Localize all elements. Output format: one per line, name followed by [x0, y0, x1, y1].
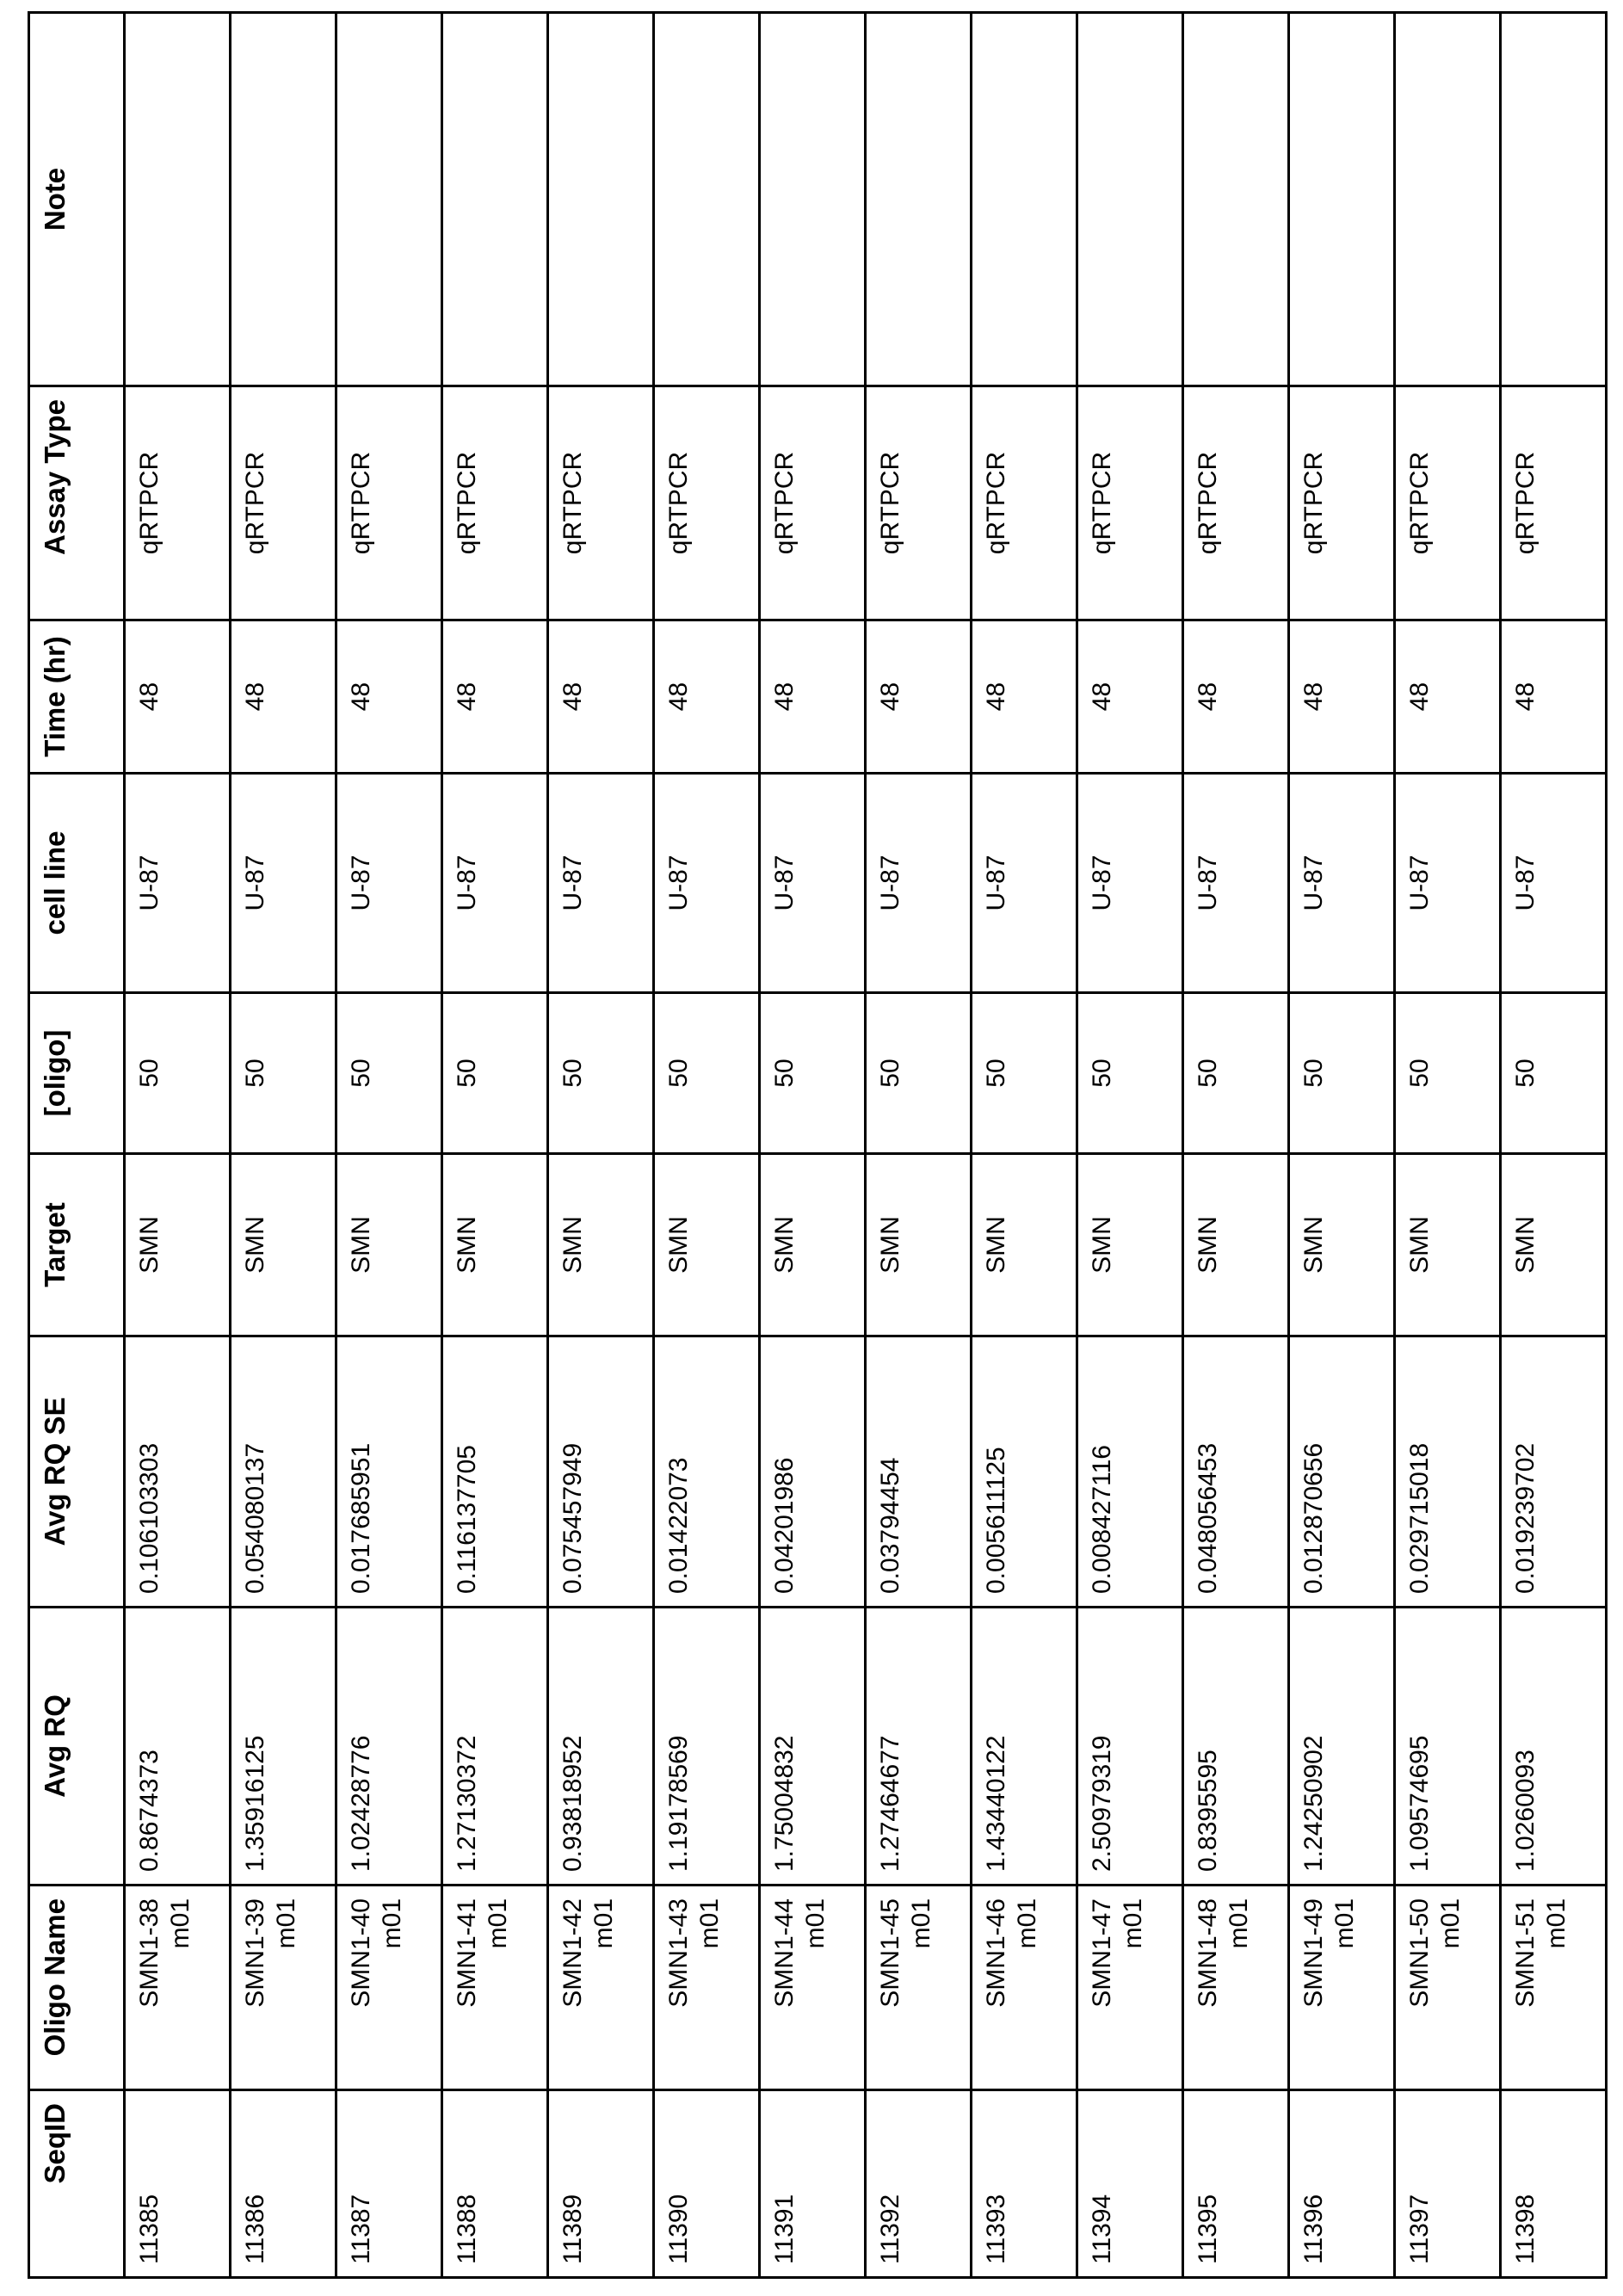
cell-note: [548, 13, 654, 386]
cell-avg-rq-se: 0.116137705: [442, 1336, 548, 1608]
cell-note: [1395, 13, 1501, 386]
cell-time: 48: [972, 620, 1077, 774]
header-avg-rq: Avg RQ: [29, 1608, 125, 1886]
cell-oligo: 50: [548, 993, 654, 1154]
cell-assay: qRTPCR: [1395, 386, 1501, 620]
oligo-name-line1: SMN1-47: [1087, 1898, 1118, 2077]
header-row: [29, 13, 125, 2278]
cell-cell-line: U-87: [1501, 774, 1607, 993]
cell-oligo: 50: [760, 993, 866, 1154]
cell-oligo-name: [654, 1886, 760, 2090]
table-row: [654, 13, 760, 2278]
cell-assay: qRTPCR: [548, 386, 654, 620]
cell-cell-line: U-87: [442, 774, 548, 993]
cell-seqid: 11385: [125, 2090, 231, 2278]
cell-cell-line: U-87: [654, 774, 760, 993]
cell-time: 48: [442, 620, 548, 774]
oligo-name-line1: SMN1-40: [346, 1898, 377, 2077]
oligo-name-line1: SMN1-42: [558, 1898, 589, 2077]
oligo-name-line2: m01: [1541, 1898, 1572, 2077]
cell-seqid: 11387: [336, 2090, 442, 2278]
cell-time: 48: [1289, 620, 1395, 774]
oligo-name-line2: m01: [694, 1898, 725, 2077]
cell-oligo: 50: [972, 993, 1077, 1154]
table-row: [1289, 13, 1395, 2278]
cell-target: SMN: [760, 1154, 866, 1336]
oligo-name-line1: SMN1-49: [1299, 1898, 1330, 2077]
cell-avg-rq-se: 0.106103303: [125, 1336, 231, 1608]
cell-oligo: 50: [1395, 993, 1501, 1154]
cell-cell-line: U-87: [1183, 774, 1289, 993]
header-oligo-name: Oligo Name: [29, 1886, 125, 2090]
cell-avg-rq-se: 0.008427116: [1077, 1336, 1183, 1608]
cell-target: SMN: [866, 1154, 972, 1336]
cell-note: [1289, 13, 1395, 386]
cell-oligo: 50: [1501, 993, 1607, 1154]
table-row: [760, 13, 866, 2278]
cell-note: [442, 13, 548, 386]
cell-target: SMN: [125, 1154, 231, 1336]
oligo-name-line1: SMN1-50: [1404, 1898, 1435, 2077]
cell-time: 48: [1077, 620, 1183, 774]
cell-cell-line: U-87: [972, 774, 1077, 993]
cell-avg-rq: 1.35916125: [231, 1608, 336, 1886]
cell-avg-rq: 1.27130372: [442, 1608, 548, 1886]
cell-avg-rq-se: 0.019239702: [1501, 1336, 1607, 1608]
cell-time: 48: [336, 620, 442, 774]
oligo-name-line1: SMN1-45: [875, 1898, 906, 2077]
header-time-hr: Time (hr): [29, 620, 125, 774]
cell-assay: qRTPCR: [231, 386, 336, 620]
cell-oligo: 50: [1077, 993, 1183, 1154]
cell-target: SMN: [548, 1154, 654, 1336]
cell-seqid: 11398: [1501, 2090, 1607, 2278]
cell-time: 48: [1501, 620, 1607, 774]
table-row: [336, 13, 442, 2278]
cell-target: SMN: [1289, 1154, 1395, 1336]
cell-assay: qRTPCR: [866, 386, 972, 620]
cell-cell-line: U-87: [548, 774, 654, 993]
oligo-name-line2: m01: [1012, 1898, 1043, 2077]
cell-oligo-name: [548, 1886, 654, 2090]
cell-avg-rq: 1.19178569: [654, 1608, 760, 1886]
cell-seqid: 11389: [548, 2090, 654, 2278]
cell-avg-rq: 1.43440122: [972, 1608, 1077, 1886]
oligo-name-line2: m01: [906, 1898, 937, 2077]
oligo-name-line2: m01: [1118, 1898, 1149, 2077]
rotated-page: [0, 0, 1623, 2296]
cell-oligo: 50: [231, 993, 336, 1154]
cell-avg-rq-se: 0.075457949: [548, 1336, 654, 1608]
cell-avg-rq: 2.50979319: [1077, 1608, 1183, 1886]
cell-note: [866, 13, 972, 386]
table-row: [972, 13, 1077, 2278]
cell-oligo-name: [125, 1886, 231, 2090]
cell-assay: qRTPCR: [336, 386, 442, 620]
oligo-name-line1: SMN1-44: [769, 1898, 800, 2077]
cell-note: [125, 13, 231, 386]
cell-target: SMN: [1077, 1154, 1183, 1336]
cell-oligo: 50: [1183, 993, 1289, 1154]
cell-oligo-name: [336, 1886, 442, 2090]
cell-target: SMN: [654, 1154, 760, 1336]
cell-note: [972, 13, 1077, 386]
cell-avg-rq-se: 0.054080137: [231, 1336, 336, 1608]
cell-time: 48: [231, 620, 336, 774]
cell-seqid: 11386: [231, 2090, 336, 2278]
cell-avg-rq-se: 0.029715018: [1395, 1336, 1501, 1608]
cell-time: 48: [125, 620, 231, 774]
cell-time: 48: [866, 620, 972, 774]
oligo-name-line1: SMN1-38: [134, 1898, 165, 2077]
cell-avg-rq-se: 0.04201986: [760, 1336, 866, 1608]
cell-avg-rq: 0.8674373: [125, 1608, 231, 1886]
cell-target: SMN: [972, 1154, 1077, 1336]
data-table: [28, 11, 1608, 2279]
oligo-name-line1: SMN1-41: [452, 1898, 483, 2077]
header-cell-line: cell line: [29, 774, 125, 993]
oligo-name-line1: SMN1-51: [1510, 1898, 1541, 2077]
header-avg-rq-se: Avg RQ SE: [29, 1336, 125, 1608]
cell-oligo-name: [972, 1886, 1077, 2090]
cell-note: [760, 13, 866, 386]
cell-oligo: 50: [866, 993, 972, 1154]
cell-avg-rq: 1.75004832: [760, 1608, 866, 1886]
oligo-name-line1: SMN1-46: [981, 1898, 1012, 2077]
cell-avg-rq: 1.09574695: [1395, 1608, 1501, 1886]
cell-oligo-name: [760, 1886, 866, 2090]
cell-target: SMN: [1395, 1154, 1501, 1336]
oligo-name-line2: m01: [165, 1898, 196, 2077]
table-row: [866, 13, 972, 2278]
cell-avg-rq: 0.8395595: [1183, 1608, 1289, 1886]
cell-avg-rq-se: 0.005611125: [972, 1336, 1077, 1608]
cell-cell-line: U-87: [1395, 774, 1501, 993]
cell-target: SMN: [336, 1154, 442, 1336]
cell-time: 48: [1395, 620, 1501, 774]
table-row: [548, 13, 654, 2278]
cell-assay: qRTPCR: [654, 386, 760, 620]
cell-avg-rq-se: 0.01422073: [654, 1336, 760, 1608]
cell-oligo: 50: [442, 993, 548, 1154]
cell-time: 48: [1183, 620, 1289, 774]
cell-seqid: 11394: [1077, 2090, 1183, 2278]
cell-time: 48: [548, 620, 654, 774]
cell-assay: qRTPCR: [1289, 386, 1395, 620]
cell-cell-line: U-87: [760, 774, 866, 993]
cell-cell-line: U-87: [1077, 774, 1183, 993]
cell-oligo-name: [1395, 1886, 1501, 2090]
cell-assay: qRTPCR: [125, 386, 231, 620]
cell-note: [231, 13, 336, 386]
cell-seqid: 11392: [866, 2090, 972, 2278]
cell-cell-line: U-87: [125, 774, 231, 993]
oligo-name-line2: m01: [377, 1898, 408, 2077]
cell-cell-line: U-87: [1289, 774, 1395, 993]
header-seqid: SeqID: [29, 2090, 125, 2278]
cell-oligo-name: [231, 1886, 336, 2090]
cell-oligo-name: [1501, 1886, 1607, 2090]
cell-target: SMN: [1501, 1154, 1607, 1336]
table-row: [442, 13, 548, 2278]
oligo-name-line1: SMN1-48: [1193, 1898, 1224, 2077]
cell-note: [336, 13, 442, 386]
header-oligo-conc: [oligo]: [29, 993, 125, 1154]
cell-avg-rq-se: 0.012870656: [1289, 1336, 1395, 1608]
cell-time: 48: [760, 620, 866, 774]
cell-oligo: 50: [1289, 993, 1395, 1154]
cell-seqid: 11395: [1183, 2090, 1289, 2278]
cell-oligo-name: [1183, 1886, 1289, 2090]
cell-target: SMN: [231, 1154, 336, 1336]
table-row: [1183, 13, 1289, 2278]
cell-cell-line: U-87: [866, 774, 972, 993]
table-row: [1501, 13, 1607, 2278]
cell-avg-rq: 1.27464677: [866, 1608, 972, 1886]
cell-oligo: 50: [125, 993, 231, 1154]
oligo-name-line1: SMN1-43: [663, 1898, 694, 2077]
cell-time: 48: [654, 620, 760, 774]
table-row: [231, 13, 336, 2278]
table-row: [1077, 13, 1183, 2278]
cell-avg-rq: 1.0260093: [1501, 1608, 1607, 1886]
cell-cell-line: U-87: [231, 774, 336, 993]
cell-oligo-name: [442, 1886, 548, 2090]
cell-target: SMN: [442, 1154, 548, 1336]
cell-target: SMN: [1183, 1154, 1289, 1336]
oligo-name-line2: m01: [1330, 1898, 1361, 2077]
cell-seqid: 11393: [972, 2090, 1077, 2278]
cell-avg-rq-se: 0.048056453: [1183, 1336, 1289, 1608]
oligo-name-line1: SMN1-39: [240, 1898, 271, 2077]
header-note: Note: [29, 13, 125, 386]
cell-assay: qRTPCR: [1077, 386, 1183, 620]
cell-assay: qRTPCR: [760, 386, 866, 620]
header-target: Target: [29, 1154, 125, 1336]
cell-oligo: 50: [336, 993, 442, 1154]
cell-note: [1183, 13, 1289, 386]
cell-cell-line: U-87: [336, 774, 442, 993]
cell-oligo-name: [866, 1886, 972, 2090]
oligo-name-line2: m01: [1224, 1898, 1255, 2077]
cell-avg-rq: 1.02428776: [336, 1608, 442, 1886]
cell-seqid: 11391: [760, 2090, 866, 2278]
cell-avg-rq: 1.24250902: [1289, 1608, 1395, 1886]
cell-seqid: 11390: [654, 2090, 760, 2278]
cell-oligo: 50: [654, 993, 760, 1154]
cell-note: [1077, 13, 1183, 386]
table-row: [1395, 13, 1501, 2278]
table-row: [125, 13, 231, 2278]
cell-seqid: 11388: [442, 2090, 548, 2278]
cell-assay: qRTPCR: [1501, 386, 1607, 620]
cell-oligo-name: [1077, 1886, 1183, 2090]
cell-assay: qRTPCR: [972, 386, 1077, 620]
oligo-name-line2: m01: [800, 1898, 831, 2077]
header-assay-type: Assay Type: [29, 386, 125, 620]
cell-note: [654, 13, 760, 386]
oligo-name-line2: m01: [1435, 1898, 1466, 2077]
cell-seqid: 11396: [1289, 2090, 1395, 2278]
cell-note: [1501, 13, 1607, 386]
cell-assay: qRTPCR: [1183, 386, 1289, 620]
cell-avg-rq: 0.93818952: [548, 1608, 654, 1886]
oligo-name-line2: m01: [271, 1898, 302, 2077]
cell-avg-rq-se: 0.017685951: [336, 1336, 442, 1608]
oligo-name-line2: m01: [483, 1898, 514, 2077]
cell-seqid: 11397: [1395, 2090, 1501, 2278]
cell-avg-rq-se: 0.03794454: [866, 1336, 972, 1608]
cell-oligo-name: [1289, 1886, 1395, 2090]
cell-assay: qRTPCR: [442, 386, 548, 620]
oligo-name-line2: m01: [589, 1898, 620, 2077]
